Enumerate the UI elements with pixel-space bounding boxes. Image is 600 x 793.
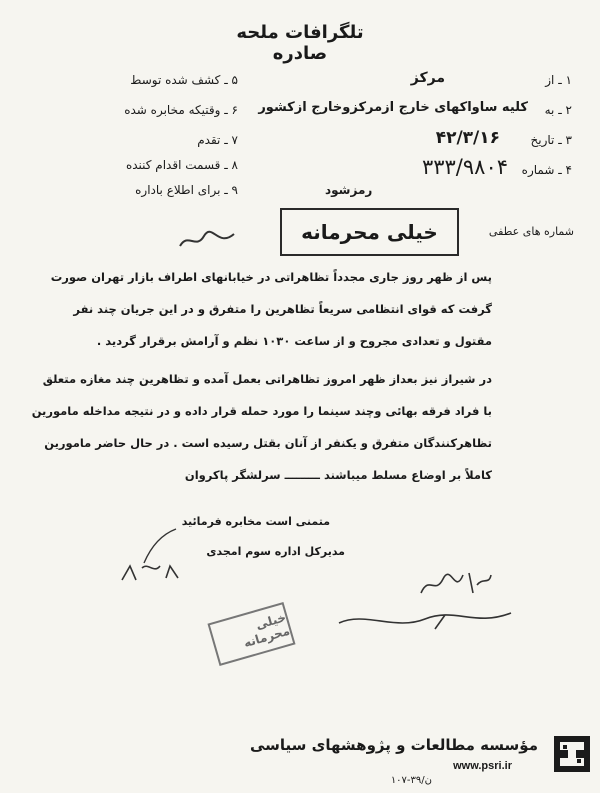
field-from-label: ۱ ـ از	[545, 73, 572, 87]
field-number-value: ۳۳۳/۹۸۰۴	[421, 155, 508, 179]
body-line: با فراد فرقه بهائی وچند سینما را مورد حمله قرار داده و در نتیجه مداخله مامورین	[31, 404, 492, 418]
field-priority: ۷ ـ تقدم	[197, 133, 238, 147]
field-date-label: ۳ ـ تاریخ	[530, 133, 572, 147]
classification-stamp	[280, 208, 459, 256]
institution-website: www.psri.ir	[453, 760, 512, 772]
institution-logo	[554, 736, 590, 772]
field-number-label: ۴ ـ شماره	[521, 163, 572, 177]
field-transmitted-when: ۶ ـ وقتیکه مخابره شده	[124, 103, 238, 117]
field-action-dept: ۸ ـ قسمت اقدام کننده	[125, 158, 238, 172]
institution-name: مؤسسه مطالعات و پژوهشهای سیاسی	[249, 736, 538, 754]
reference-numbers-label: شماره های عطفی	[488, 225, 574, 238]
field-to-value: کلیه ساواکهای خارج ازمرکزوخارج ازکشور	[258, 100, 528, 115]
body-line: مقتول و تعدادی مجروح و از ساعت ۱۰۳۰ نظم و آرامش برقرار گردید .	[96, 334, 492, 348]
document-title: تلگرافات ملحه صادره	[236, 22, 364, 64]
classification-stamp-text: خیلی محرمانه	[301, 220, 438, 244]
archive-number: ۱۰۷-۳۹/ن	[390, 775, 432, 786]
classification-note: رمزشود	[325, 183, 373, 197]
field-from-value: مرکز	[410, 70, 445, 86]
field-for-info: ۹ ـ برای اطلاع باداره	[135, 183, 238, 197]
faint-classification-stamp: خیلی محرمانه	[207, 602, 295, 666]
request-note: متمنی است مخابره فرمائید	[181, 515, 330, 528]
signatory-name: مدیرکل اداره سوم امجدی	[206, 545, 345, 558]
handwritten-stroke	[140, 525, 180, 565]
field-to-label: ۲ ـ به	[544, 103, 572, 117]
handwritten-mark	[178, 228, 238, 257]
body-line: گرفت که قوای انتظامی سریعاً تظاهرین را متفرق و در این جریان چند نفر	[73, 302, 492, 316]
field-decoded-by: ۵ ـ کشف شده توسط	[130, 73, 238, 87]
body-line: تظاهرکنندگان متفرق و یکنفر از آنان بقتل رسیده است . در حال حاضر مامورین	[44, 436, 492, 450]
body-line: در شیراز نیز بعداز ظهر امروز تظاهراتی بعمل آمده و تظاهرین چند مغازه متعلق	[42, 372, 492, 386]
field-date-value: ۴۲/۳/۱۶	[435, 128, 500, 148]
handwritten-initials	[415, 565, 495, 601]
handwritten-signature	[335, 605, 515, 635]
body-line: پس از ظهر روز جاری مجدداً تظاهراتی در خیابانهای اطراف بازار تهران صورت	[50, 270, 492, 284]
body-line: کاملاً بر اوضاع مسلط میباشند ـــــــــ سرلشگر پاکروان	[184, 468, 492, 482]
